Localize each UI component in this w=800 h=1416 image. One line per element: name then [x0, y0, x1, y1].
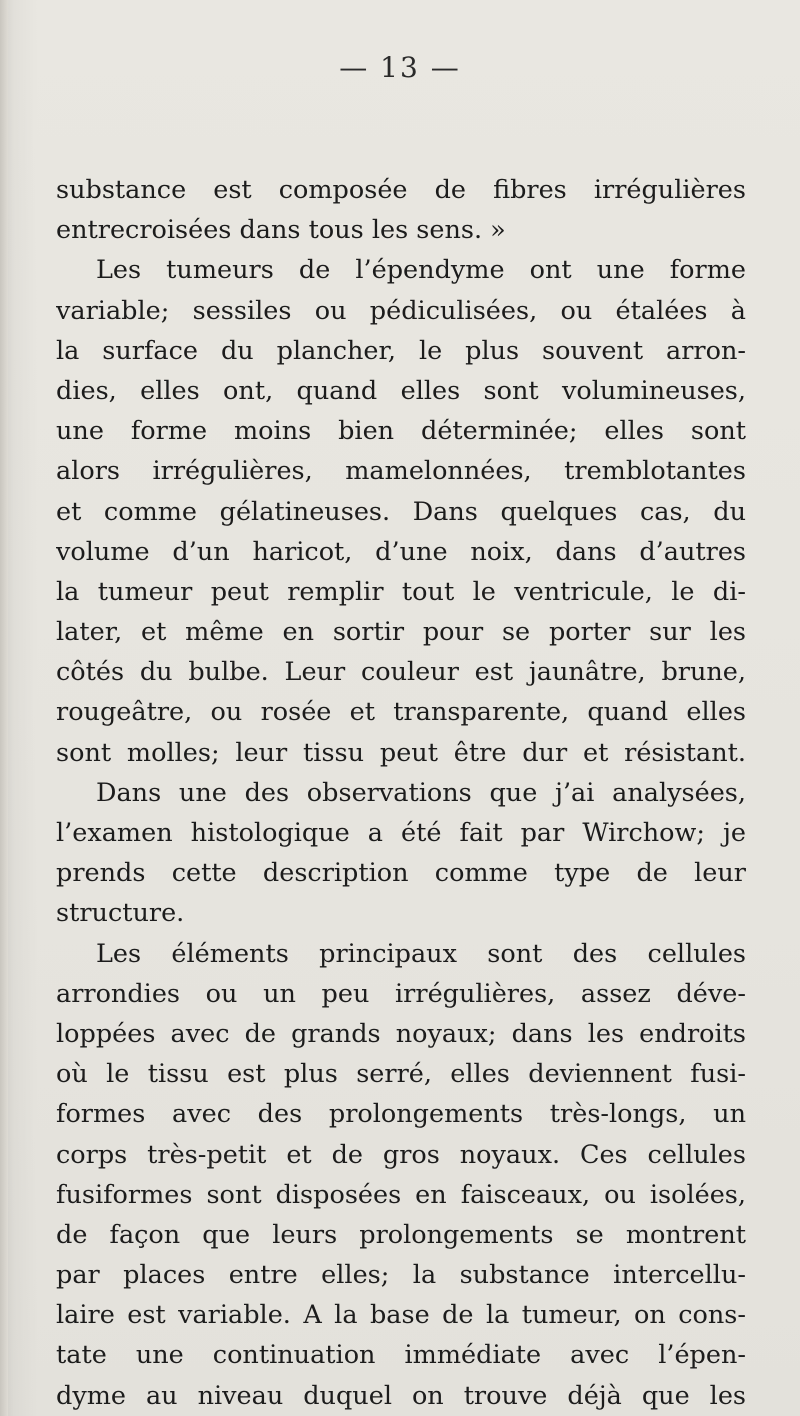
text-line: alors irrégulières, mamelonnées, tremblotantes	[56, 456, 746, 487]
text-line: structure.	[56, 898, 185, 929]
text-line: sont molles; leur tissu peut être dur et résistant.	[56, 737, 746, 768]
text-line: une forme moins bien déterminée; elles sont	[56, 416, 746, 447]
text-line: par places entre elles; la substance intercellu-	[56, 1260, 746, 1291]
text-line: loppées avec de grands noyaux; dans les endroits	[56, 1018, 746, 1049]
body-text	[56, 170, 746, 1416]
page-edge-shadow	[0, 0, 8, 1416]
text-line: rougeâtre, ou rosée et transparente, quand elles	[56, 697, 746, 728]
text-line: l’examen histologique a été fait par Wirchow; je	[56, 818, 746, 848]
text-line: Les tumeurs de l’épendyme ont une forme	[96, 255, 746, 286]
page-number: — 13 —	[339, 51, 461, 84]
text-line: Dans une des observations que j’ai analysées,	[96, 777, 746, 808]
text-line: arrondies ou un peu irrégulières, assez déve-	[56, 978, 746, 1009]
text-line: côtés du bulbe. Leur couleur est jaunâtre, brune,	[56, 657, 746, 688]
text-line: la surface du plancher, le plus souvent arron-	[56, 335, 746, 366]
text-line: dies, elles ont, quand elles sont volumineuses,	[56, 375, 746, 406]
text-line: tate une continuation immédiate avec l’épen-	[56, 1340, 746, 1371]
text-line: formes avec des prolongements très-longs, un	[56, 1099, 746, 1130]
text-line: de façon que leurs prolongements se montrent	[56, 1219, 746, 1250]
text-line: la tumeur peut remplir tout le ventricule, le di-	[56, 576, 746, 607]
text-line: où le tissu est plus serré, elles deviennent fusi-	[56, 1059, 746, 1090]
text-line: et comme gélatineuses. Dans quelques cas, du	[56, 496, 746, 527]
text-line: variable; sessiles ou pédiculisées, ou étalées à	[56, 295, 746, 326]
text-line: later, et même en sortir pour se porter sur les	[56, 617, 746, 648]
text-line: substance est composée de fibres irrégulières	[56, 175, 746, 205]
text-line: dyme au niveau duquel on trouve déjà que les	[56, 1380, 746, 1411]
text-line: volume d’un haricot, d’une noix, dans d’autres	[56, 536, 746, 567]
text-line: Les éléments principaux sont des cellules	[96, 938, 746, 969]
text-line: corps très-petit et de gros noyaux. Ces cellules	[56, 1139, 746, 1170]
text-line: entrecroisées dans tous les sens. »	[56, 215, 506, 246]
text-line: prends cette description comme type de leur	[56, 858, 746, 889]
text-line: laire est variable. A la base de la tumeur, on cons-	[56, 1300, 746, 1331]
text-line: fusiformes sont disposées en faisceaux, ou isolées,	[56, 1179, 746, 1210]
